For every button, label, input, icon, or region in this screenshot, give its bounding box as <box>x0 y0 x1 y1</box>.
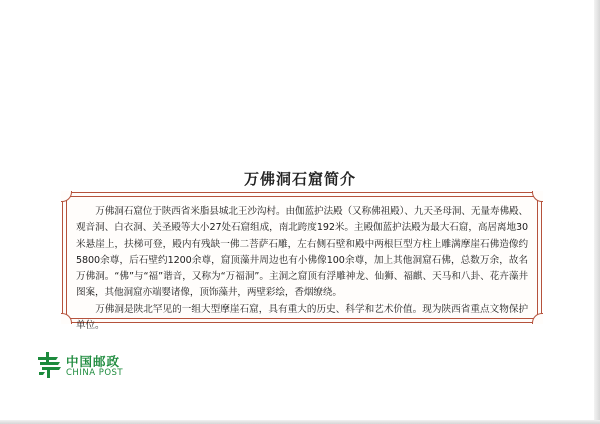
page-title: 万佛洞石窟简介 <box>243 170 356 188</box>
china-post-emblem-icon <box>36 351 62 379</box>
logo-name-en: CHINA POST <box>66 368 124 378</box>
frame-corner <box>532 191 543 202</box>
intro-paragraph: 万佛洞石窟位于陕西省米脂县城北王沙沟村。由伽蓝护法殿（又称佛祖殿）、九天圣母洞、无量寿佛殿、观音洞、白衣洞、关圣殿等大小27处石窟组成，南北跨度192米。主殿伽蓝护法殿为最大石窟，高居离地30米悬崖上，扶梯可登，殿内有残缺一佛二菩萨石雕，左右侧石壁和殿中两根巨型方柱上雕满摩崖石佛造像约5800余尊，后石壁约1200余尊，窟顶藻井周边也有小佛像100余尊，加上其他洞窟石佛，总数万余，故名万佛洞。“佛”与“福”谐音，又称为“万福洞”。主洞之窟顶有浮雕神龙、仙狮、福麒、天马和八卦、花卉藻井图案，其他洞窟亦端婴诸像，顶饰藻井，两壁彩绘，香烟缭绕。 <box>76 206 528 299</box>
logo-name-cn: 中国邮政 <box>66 354 121 369</box>
frame-corner <box>61 191 72 202</box>
intro-paragraph: 万佛洞是陕北罕见的一组大型摩崖石窟，具有重大的历史、科学和艺术价值。现为陕西省重点文物保护单位。 <box>76 303 528 332</box>
frame-corner <box>532 313 543 324</box>
page-edge-bottom <box>0 420 600 424</box>
page-edge-right <box>594 0 600 424</box>
intro-body <box>76 204 528 334</box>
china-post-logo <box>36 351 156 381</box>
frame-corner <box>61 313 72 324</box>
